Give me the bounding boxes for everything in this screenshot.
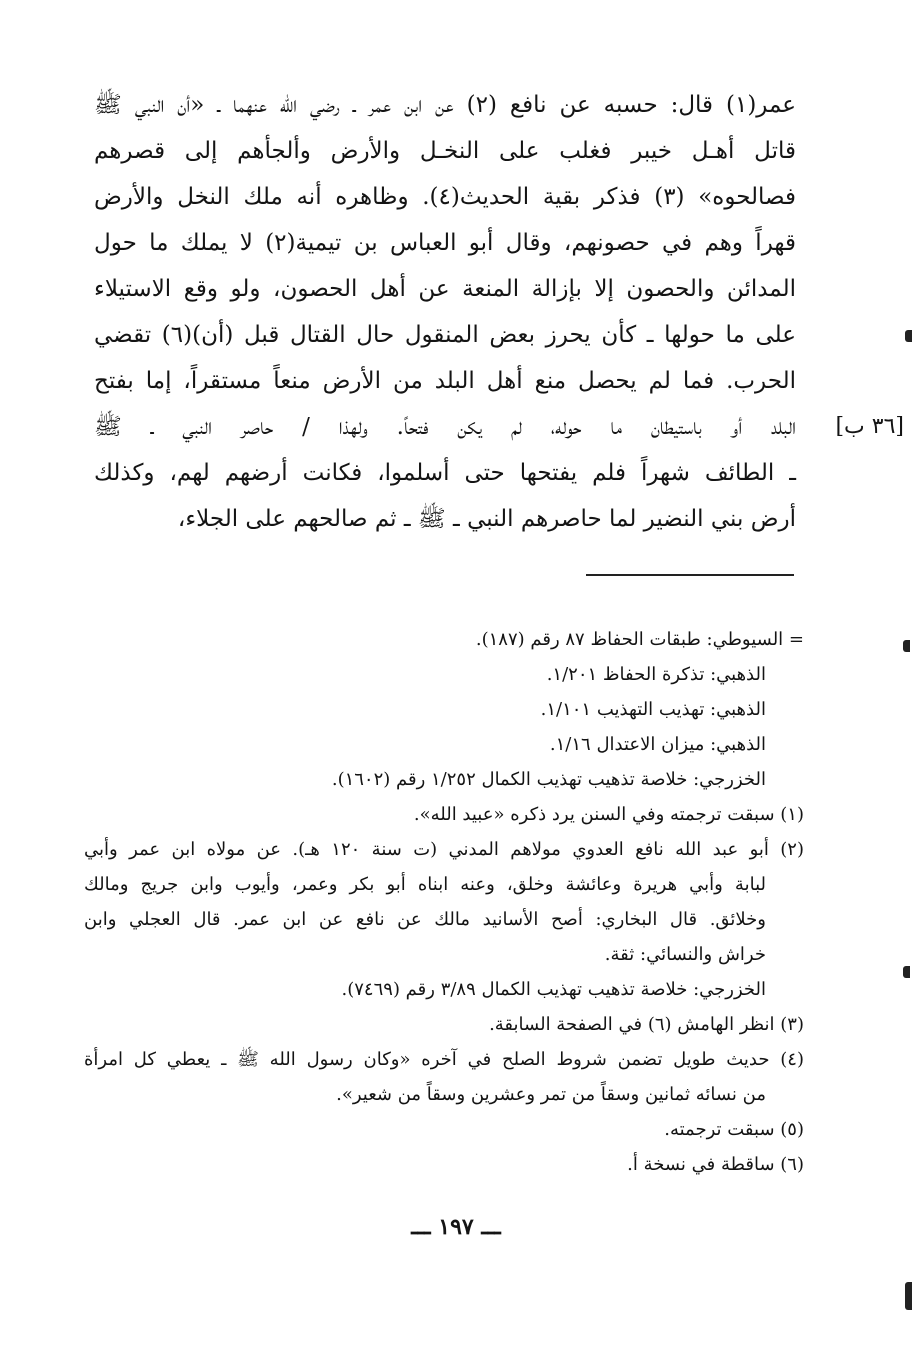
footnote-separator	[586, 574, 794, 576]
text-line: أرض بني النضير لما حاصرهم النبي ـ ﷺ ـ ثم صالحهم على الجلاء،	[177, 506, 796, 532]
text-line: عمر(١) قال: حسبه عن نافع (٢) عن ابن عمر ـ رضي الله عنهما ـ «أن النبي ﷺ	[94, 92, 797, 118]
footnote-line: الذهبي: تذكرة الحفاظ ١/٢٠١.	[546, 664, 766, 685]
footnote-line: لبابة وأبي هريرة وعائشة وخلق، وعنه ابناه أبو بكر وعمر، وأيوب وابن جريج ومالك	[84, 874, 766, 895]
text-line: المدائن والحصون إلا بإزالة المنعة عن أهل الحصون، ولو وقع الاستيلاء	[94, 276, 796, 302]
footnote-line: (١) سبقت ترجمته وفي السنن يرد ذكره «عبيد الله».	[413, 804, 804, 825]
text-line: على ما حولها ـ كأن يحرز بعض المنقول حال القتال قبل (أن)(٦) تقضي	[94, 322, 797, 348]
text-line: البلد أو باستيطان ما حوله، لم يكن فتحاً. ولهذا / حاصر النبي ـ ﷺ	[94, 414, 796, 440]
footnote-line: (٣) انظر الهامش (٦) في الصفحة السابقة.	[489, 1014, 804, 1035]
footnote-line: (٢) أبو عبد الله نافع العدوي مولاهم المدني (ت سنة ١٢٠ هـ). عن مولاه ابن عمر وأبي	[84, 839, 804, 860]
footnote-line: الذهبي: ميزان الاعتدال ١/١٦.	[549, 734, 766, 755]
footnote-line: الخزرجي: خلاصة تذهيب تهذيب الكمال ١/٢٥٢ رقم (١٦٠٢).	[331, 769, 766, 790]
footnote-line: الذهبي: تهذيب التهذيب ١/١٠١.	[540, 699, 766, 720]
footnote-line: الخزرجي: خلاصة تذهيب تهذيب الكمال ٣/٨٩ رقم (٧٤٦٩).	[341, 979, 766, 1000]
scan-edge-mark	[903, 640, 910, 652]
scan-edge-mark	[903, 966, 910, 978]
manuscript-folio-marker: [٣٦ ب]	[835, 414, 904, 439]
footnote-line: خراش والنسائي: ثقة.	[604, 944, 766, 965]
text-line: فصالحوه» (٣) فذكر بقية الحديث(٤). وظاهره أنه ملك النخل والأرض	[94, 184, 797, 210]
main-text	[94, 92, 796, 552]
footnote-line: (٤) حديث طويل تضمن شروط الصلح في آخره «وكان رسول الله ﷺ ـ يعطي كل امرأة	[84, 1049, 804, 1070]
footnote-line: = السيوطي: طبقات الحفاظ ٨٧ رقم (١٨٧).	[475, 629, 804, 650]
footnotes	[84, 622, 804, 1182]
footnote-line: (٥) سبقت ترجمته.	[664, 1119, 804, 1140]
text-line: قاتل أهـل خيبر فغلب على النخـل والأرض وألجأهم إلى قصرهم	[94, 138, 796, 164]
scan-edge-mark	[905, 330, 912, 342]
footnote-line: (٦) ساقطة في نسخة أ.	[627, 1154, 804, 1175]
footnote-line: من نسائه ثمانين وسقاً من تمر وعشرين وسقاً من شعير».	[336, 1084, 766, 1105]
footnote-line: وخلائق. قال البخاري: أصح الأسانيد مالك عن نافع عن ابن عمر. قال العجلي وابن	[84, 909, 766, 930]
scan-edge-mark	[905, 1282, 912, 1310]
page-number: ـــ ١٩٧ ـــ	[411, 1214, 501, 1240]
text-line: قهراً وهم في حصونهم، وقال أبو العباس بن تيمية(٢) لا يملك ما حول	[94, 230, 796, 256]
text-line: الحرب. فما لم يحصل منع أهل البلد من الأرض منعاً مستقراً، إما بفتح	[94, 368, 796, 394]
text-line: ـ الطائف شهراً فلم يفتحها حتى أسلموا، فكانت أرضهم لهم، وكذلك	[94, 460, 796, 486]
